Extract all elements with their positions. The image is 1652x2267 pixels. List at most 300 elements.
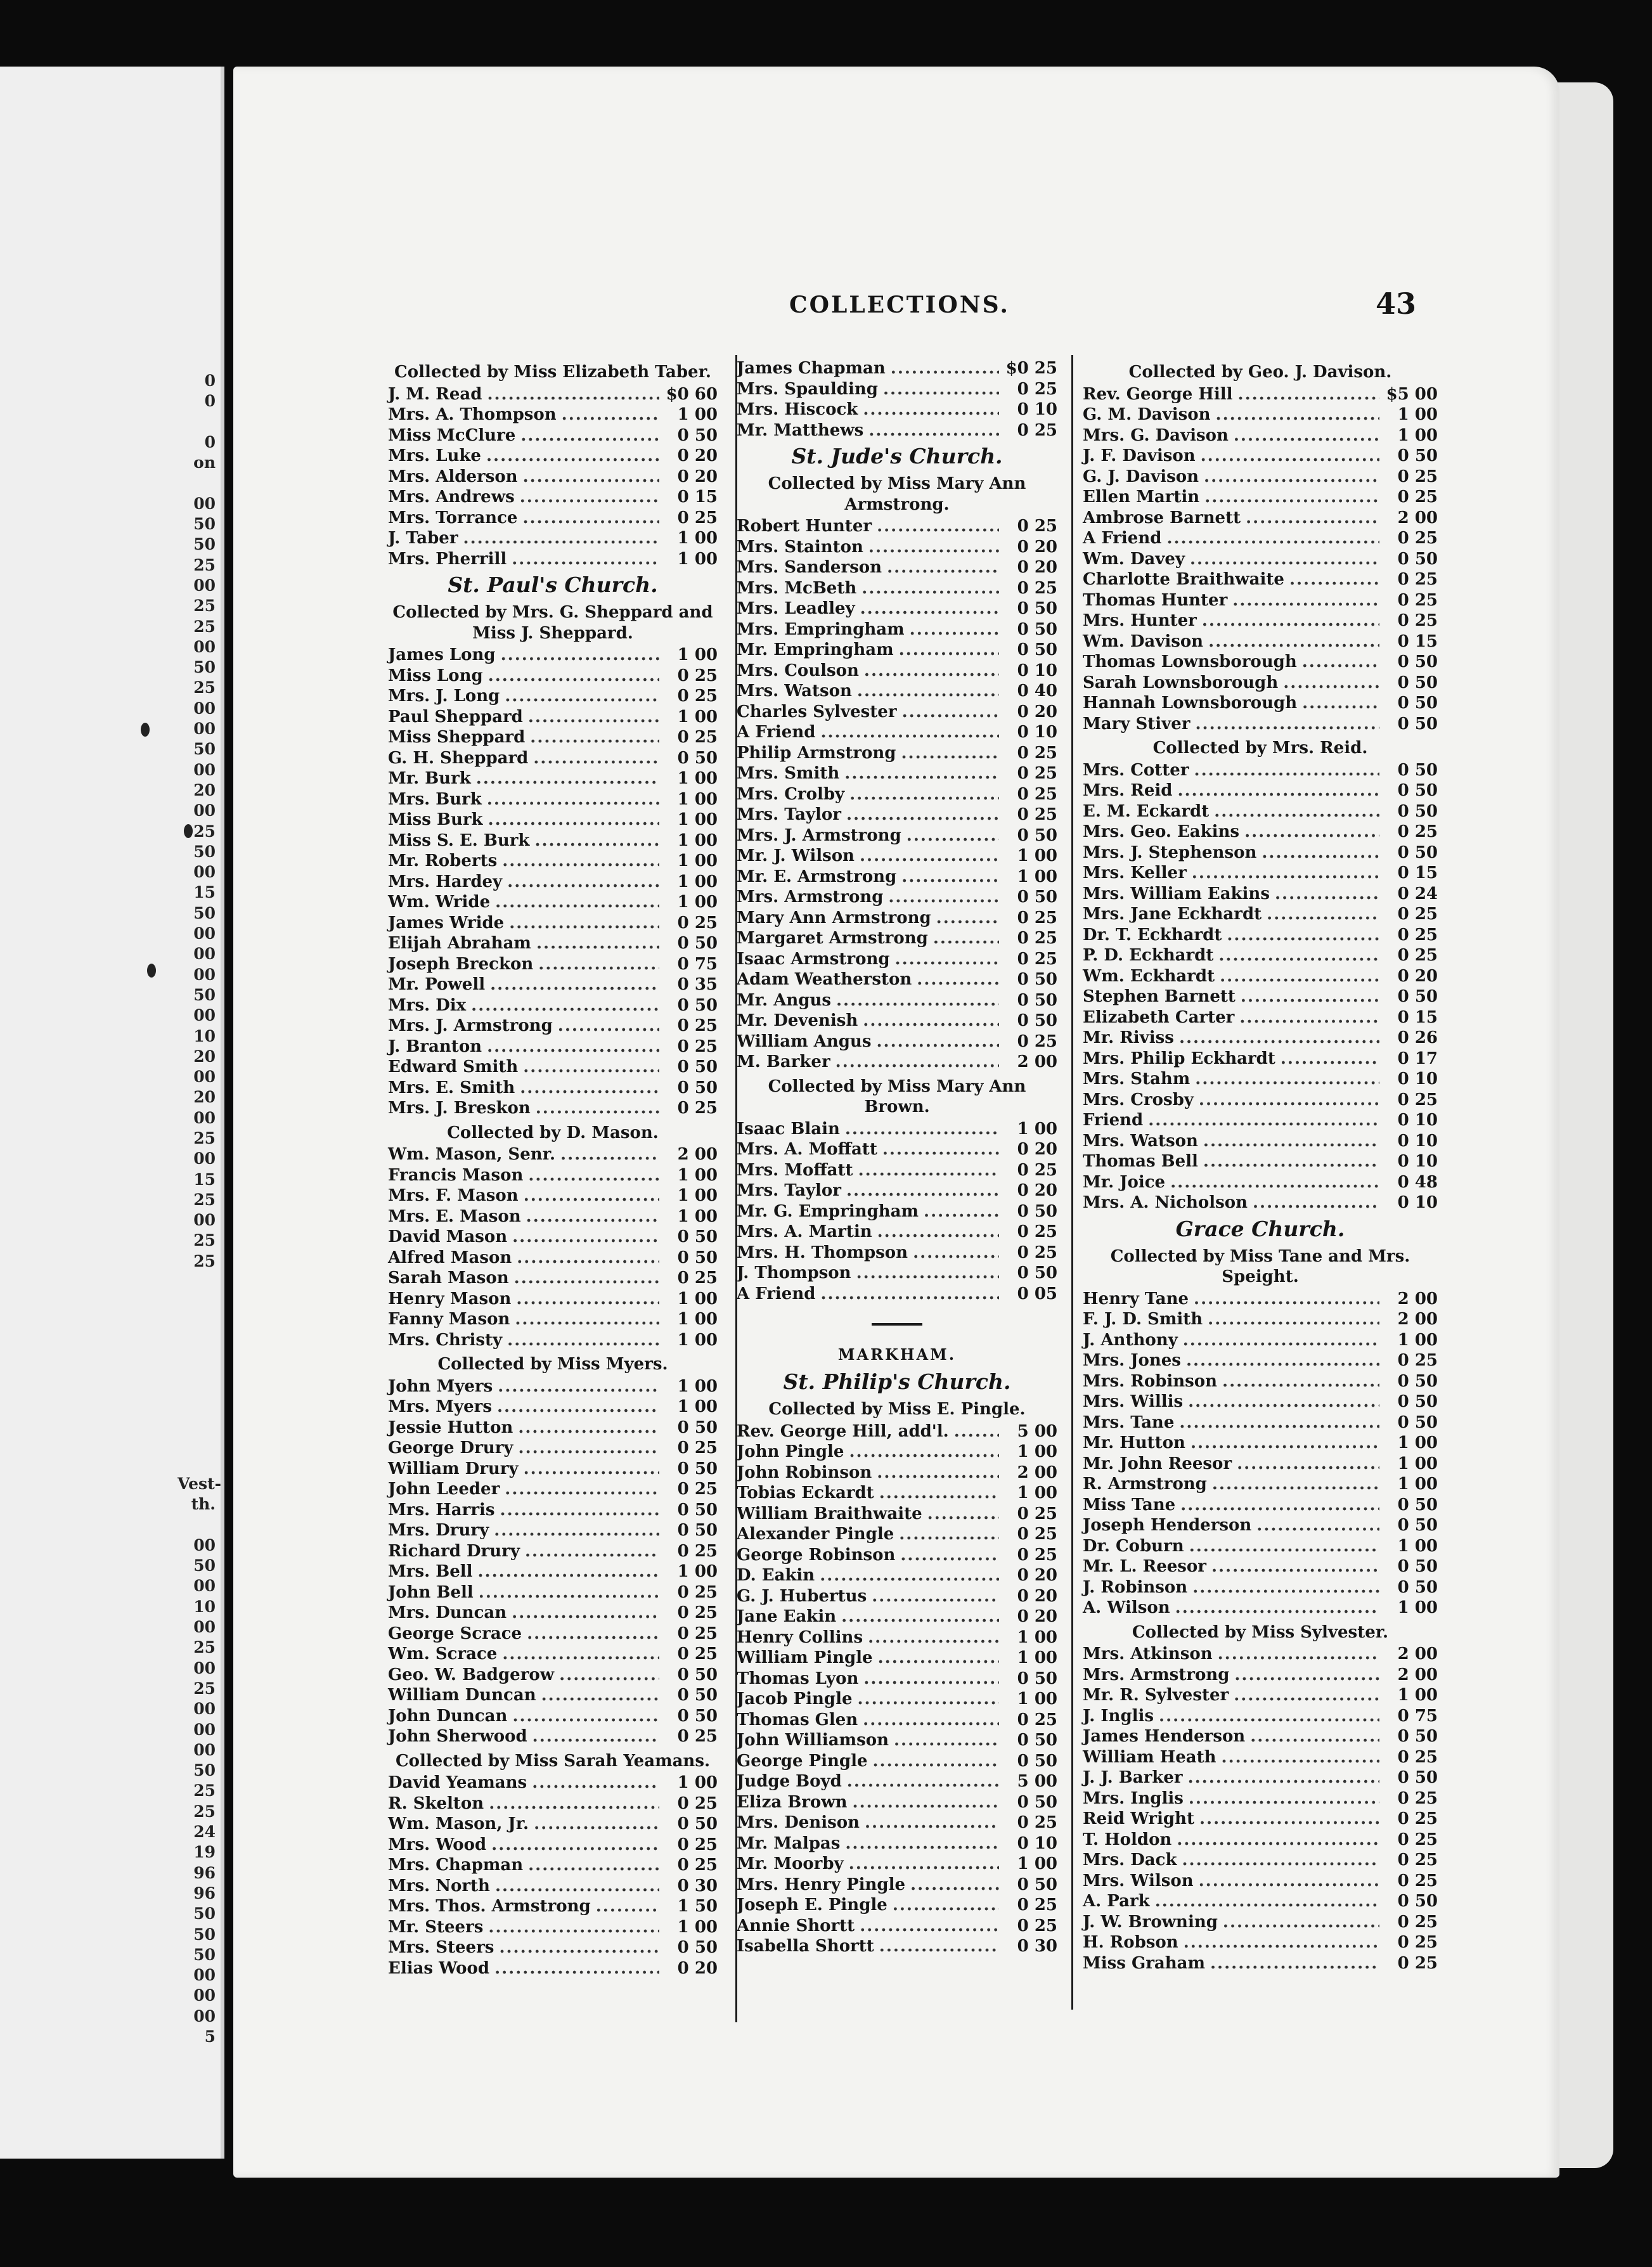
- contributor-row: [1083, 1685, 1438, 1706]
- contributor-row: [388, 1773, 718, 1793]
- contributor-row: [388, 1706, 718, 1727]
- contribution-amount: 0 50: [1397, 446, 1438, 465]
- contributor-name: Mrs. Keller: [1083, 863, 1187, 882]
- dot-leader: [559, 1665, 659, 1686]
- contribution-amount: 0 40: [1017, 681, 1057, 701]
- contributor-name: Thomas Lownsborough: [1083, 652, 1297, 671]
- dot-leader: [894, 1730, 999, 1751]
- dot-leader: [860, 598, 999, 619]
- dot-leader: [1148, 1110, 1379, 1131]
- contributor-row: [1083, 714, 1438, 735]
- contributor-row: [737, 825, 1057, 846]
- contributor-row: [1083, 1644, 1438, 1665]
- contributor-row: [388, 789, 718, 810]
- dot-leader: [1302, 693, 1379, 714]
- contributor-row: [737, 1524, 1057, 1545]
- contributor-row: [388, 1835, 718, 1856]
- dot-leader: [538, 954, 659, 975]
- dot-leader: [463, 528, 659, 549]
- contributor-name: F. J. D. Smith: [1083, 1310, 1203, 1329]
- contributor-name: Mrs. Burk: [388, 789, 482, 809]
- running-head: COLLECTIONS.: [789, 292, 1010, 318]
- contributor-name: J. F. Davison: [1083, 446, 1196, 465]
- dot-leader: [541, 1685, 659, 1706]
- contributor-row: [388, 1814, 718, 1835]
- contributor-name: Mrs. Philip Eckhardt: [1083, 1049, 1275, 1068]
- contributor-row: [737, 1771, 1057, 1792]
- contributor-name: Hannah Lownsborough: [1083, 694, 1298, 713]
- contributor-row: [388, 810, 718, 830]
- dot-leader: [841, 1606, 999, 1627]
- contribution-amount: 0 50: [1397, 1412, 1438, 1432]
- contributor-name: Mrs. Henry Pingle: [737, 1875, 906, 1894]
- contributor-row: [737, 887, 1057, 908]
- dot-leader: [882, 1139, 999, 1160]
- contributor-name: G. M. Davison: [1083, 405, 1211, 424]
- contributor-name: James Long: [388, 645, 496, 664]
- contributor-name: Joseph E. Pingle: [737, 1896, 887, 1915]
- dot-leader: [910, 1875, 999, 1896]
- contributor-row: [388, 1624, 718, 1644]
- contributor-row: [737, 1031, 1057, 1052]
- dot-leader: [844, 763, 999, 784]
- dot-leader: [1203, 1131, 1379, 1152]
- contributor-row: [388, 913, 718, 934]
- contributor-row: [1083, 425, 1438, 446]
- contributor-name: M. Barker: [737, 1052, 830, 1071]
- dot-leader: [502, 1644, 659, 1665]
- contribution-amount: 0 25: [677, 1856, 718, 1875]
- contributor-name: Ellen Martin: [1083, 488, 1200, 507]
- contributor-name: Mrs. A. Martin: [737, 1222, 872, 1241]
- contribution-amount: 0 25: [1397, 925, 1438, 945]
- contribution-amount: 0 50: [677, 1706, 718, 1726]
- contribution-amount: 0 50: [1397, 1392, 1438, 1411]
- contribution-amount: 0 25: [1017, 420, 1057, 440]
- contributor-name: Stephen Barnett: [1083, 987, 1236, 1006]
- contributor-row: [1083, 1706, 1438, 1727]
- contribution-amount: 1 00: [1017, 1648, 1057, 1667]
- dot-leader: [936, 908, 999, 929]
- contribution-amount: 1 00: [1397, 1536, 1438, 1556]
- contributor-row: [1083, 986, 1438, 1007]
- contributor-row: [737, 1916, 1057, 1937]
- contribution-amount: 0 50: [1397, 781, 1438, 800]
- dot-leader: [523, 467, 659, 488]
- contributor-row: [388, 1603, 718, 1624]
- column-rule: [1071, 355, 1073, 2010]
- contribution-amount: 0 25: [1017, 1545, 1057, 1565]
- contributor-name: Rev. George Hill: [1083, 384, 1233, 404]
- contributor-name: Mr. John Reesor: [1083, 1454, 1232, 1473]
- dot-leader: [888, 887, 999, 908]
- contributor-row: [1083, 1309, 1438, 1330]
- contributor-name: Mrs. J. Armstrong: [388, 1016, 553, 1035]
- contribution-amount: 0 15: [1397, 1007, 1438, 1027]
- contributor-row: [737, 908, 1057, 929]
- ink-blot: [184, 824, 193, 838]
- contributor-name: Mrs. J. Stephenson: [1083, 843, 1257, 862]
- contributor-name: George Scrace: [388, 1624, 522, 1643]
- contributor-name: Mrs. Christy: [388, 1330, 503, 1350]
- contributor-name: H. Robson: [1083, 1933, 1178, 1952]
- contributor-name: Mrs. Jones: [1083, 1351, 1181, 1370]
- contributor-name: Mr. Hutton: [1083, 1433, 1185, 1452]
- contributor-row: [737, 578, 1057, 599]
- contribution-amount: 0 50: [677, 1500, 718, 1520]
- contribution-amount: 1 00: [677, 1289, 718, 1308]
- dot-leader: [1189, 1788, 1379, 1809]
- dot-leader: [1204, 487, 1379, 508]
- contributor-name: John Leeder: [388, 1480, 500, 1499]
- church-heading: St. Philip's Church.: [783, 1369, 1011, 1394]
- contribution-amount: 0 25: [677, 508, 718, 527]
- dot-leader: [512, 1227, 659, 1248]
- contributor-row: [1083, 1350, 1438, 1371]
- contributor-row: [1083, 1151, 1438, 1172]
- contributor-row: [388, 1376, 718, 1397]
- dot-leader: [820, 722, 999, 743]
- contribution-amount: 0 25: [1017, 805, 1057, 824]
- contributor-row: [388, 1206, 718, 1227]
- contributor-name: Mr. Angus: [737, 990, 831, 1010]
- contributor-name: Elias Wood: [388, 1958, 490, 1978]
- dot-leader: [1179, 1412, 1379, 1433]
- contribution-amount: 0 50: [677, 748, 718, 768]
- dot-leader: [536, 933, 659, 954]
- contributor-row: [737, 804, 1057, 825]
- dot-leader: [1216, 404, 1379, 425]
- contributor-name: Mrs. William Eakins: [1083, 884, 1270, 903]
- dot-leader: [836, 990, 999, 1011]
- contributor-row: [1083, 549, 1438, 570]
- contributor-row: [388, 549, 718, 570]
- contributor-name: John Sherwood: [388, 1727, 527, 1746]
- contributor-row: [737, 1139, 1057, 1160]
- contributor-row: [1083, 467, 1438, 488]
- contribution-amount: 1 00: [677, 1562, 718, 1581]
- contributor-name: Charlotte Braithwaite: [1083, 570, 1284, 589]
- contributor-row: [737, 1833, 1057, 1854]
- contributor-name: George Drury: [388, 1438, 513, 1457]
- dot-leader: [497, 1397, 659, 1418]
- contribution-amount: 1 00: [1397, 1686, 1438, 1705]
- column-3: [1083, 358, 1438, 1973]
- contributor-name: Joseph Breckon: [388, 954, 534, 974]
- contributor-name: Francis Mason: [388, 1165, 524, 1185]
- dot-leader: [528, 1855, 659, 1876]
- contributor-name: Mrs. F. Mason: [388, 1186, 519, 1205]
- contribution-amount: 0 50: [1017, 990, 1057, 1010]
- contribution-amount: 1 00: [1017, 1689, 1057, 1708]
- contribution-amount: 0 10: [1397, 1131, 1438, 1151]
- contributor-name: Mr. E. Armstrong: [737, 867, 897, 886]
- contributor-row: [737, 1751, 1057, 1772]
- dot-leader: [849, 784, 999, 805]
- contribution-amount: 0 25: [1397, 1953, 1438, 1973]
- dot-leader: [1180, 1495, 1379, 1516]
- dot-leader: [560, 1144, 659, 1165]
- contributor-row: [388, 404, 718, 425]
- contributor-name: Mrs. Crolby: [737, 784, 845, 804]
- contributor-name: Mrs. Inglis: [1083, 1788, 1184, 1808]
- dot-leader: [509, 913, 659, 934]
- dot-leader: [1183, 1330, 1379, 1351]
- contribution-amount: 0 25: [1397, 1912, 1438, 1932]
- contributor-row: [737, 1011, 1057, 1031]
- contribution-amount: 0 25: [677, 1269, 718, 1288]
- dot-leader: [1211, 1556, 1379, 1577]
- contributor-name: Mrs. Luke: [388, 446, 481, 465]
- dot-leader: [1191, 1433, 1379, 1454]
- facing-page-figures: 0 0 0 on 00 50 50 25 00 25 25 00 50 25 00 00 50 00 20 00 25 50 00 15 50 00 00 00 50 00 10 20 00 20 00 25 00 15 25 00 25 25: [193, 371, 216, 1270]
- dot-leader: [524, 1459, 659, 1480]
- contribution-amount: 1 00: [677, 830, 718, 850]
- contributor-name: Fanny Mason: [388, 1310, 510, 1329]
- contributor-name: Mrs. Wilson: [1083, 1871, 1194, 1890]
- contribution-amount: 0 50: [677, 1459, 718, 1478]
- contribution-amount: 0 25: [1397, 1850, 1438, 1870]
- contributor-row: [737, 516, 1057, 537]
- dot-leader: [1208, 1309, 1379, 1330]
- place-heading: MARKHAM.: [837, 1345, 957, 1364]
- contribution-amount: 0 50: [677, 934, 718, 953]
- contributor-row: [1083, 631, 1438, 652]
- contributor-row: [1083, 1192, 1438, 1213]
- contributor-row: [1083, 863, 1438, 884]
- dot-leader: [489, 1793, 659, 1814]
- contributor-name: Mary Ann Armstrong: [737, 908, 931, 927]
- dot-leader: [534, 830, 659, 851]
- contributor-name: Mrs. Atkinson: [1083, 1644, 1213, 1663]
- dot-leader: [954, 1421, 999, 1442]
- contributor-row: [388, 892, 718, 913]
- contribution-amount: 0 20: [1397, 966, 1438, 986]
- contributor-row: [1083, 1515, 1438, 1536]
- contribution-amount: 0 50: [1017, 599, 1057, 618]
- contributor-name: Mrs. Drury: [388, 1521, 489, 1540]
- contribution-amount: 0 25: [677, 1099, 718, 1118]
- contributor-name: Mrs. H. Thompson: [737, 1243, 908, 1262]
- collector-heading: Collected by Miss Mary Ann Armstrong.: [768, 474, 1026, 514]
- contributor-name: E. M. Eckardt: [1083, 801, 1210, 821]
- contributor-name: Mrs. Chapman: [388, 1856, 524, 1875]
- contributor-row: [388, 1016, 718, 1037]
- contributor-name: Mary Stiver: [1083, 714, 1191, 733]
- contributor-name: Adam Weatherston: [737, 970, 912, 989]
- dot-leader: [901, 867, 999, 888]
- contributor-row: [388, 1144, 718, 1165]
- contributor-row: [737, 949, 1057, 970]
- contributor-name: Mrs. Jane Eckhardt: [1083, 905, 1262, 924]
- contributor-row: [737, 1606, 1057, 1627]
- contributor-row: [737, 1119, 1057, 1140]
- contributor-row: [737, 1180, 1057, 1201]
- dot-leader: [491, 1835, 659, 1856]
- contributor-row: [1083, 508, 1438, 529]
- dot-leader: [878, 1648, 999, 1669]
- contributor-row: [1083, 1747, 1438, 1768]
- contributor-row: [388, 1937, 718, 1958]
- dot-leader: [924, 1201, 999, 1222]
- contribution-amount: 0 25: [677, 1582, 718, 1602]
- contributor-name: J. M. Read: [388, 384, 482, 404]
- contributor-row: [388, 995, 718, 1016]
- contribution-amount: 0 50: [1397, 1495, 1438, 1515]
- contributor-name: A. Wilson: [1083, 1598, 1170, 1617]
- contributor-name: Mrs. Myers: [388, 1397, 492, 1416]
- contribution-amount: 0 50: [1397, 801, 1438, 821]
- contributor-name: Sarah Mason: [388, 1269, 509, 1288]
- contributor-row: [1083, 1090, 1438, 1111]
- contributor-name: William Drury: [388, 1459, 519, 1478]
- contributor-row: [1083, 1850, 1438, 1871]
- contributor-name: Paul Sheppard: [388, 707, 523, 727]
- dot-leader: [524, 1185, 659, 1206]
- contributor-name: Mr. Malpas: [737, 1833, 841, 1853]
- contribution-amount: 0 25: [1397, 1351, 1438, 1370]
- contribution-amount: 0 50: [677, 1938, 718, 1957]
- contributor-row: [388, 1793, 718, 1814]
- contributor-name: Mrs. Dix: [388, 995, 467, 1015]
- dot-leader: [518, 1418, 659, 1438]
- contributor-row: [388, 1078, 718, 1099]
- contribution-amount: 0 50: [677, 1057, 718, 1076]
- contributor-row: [737, 557, 1057, 578]
- ink-blot: [147, 964, 156, 978]
- contribution-amount: 0 25: [677, 687, 718, 706]
- contributor-row: [1083, 1726, 1438, 1747]
- contributor-name: R. Skelton: [388, 1793, 484, 1813]
- contribution-amount: 0 25: [677, 1727, 718, 1746]
- contribution-amount: 0 25: [1397, 611, 1438, 630]
- dot-leader: [525, 1541, 659, 1562]
- dot-leader: [1223, 1912, 1379, 1933]
- contributor-row: [737, 1710, 1057, 1731]
- contributor-name: Mr. Moorby: [737, 1854, 844, 1873]
- contribution-amount: 0 50: [677, 995, 718, 1015]
- contribution-amount: 0 50: [1397, 843, 1438, 862]
- collector-heading: Collected by Miss E. Pingle.: [768, 1400, 1026, 1419]
- dot-leader: [1218, 945, 1379, 966]
- dot-leader: [856, 1263, 999, 1284]
- dot-leader: [1170, 1172, 1379, 1193]
- dot-leader: [1184, 1932, 1379, 1953]
- dot-leader: [530, 727, 659, 748]
- dot-leader: [596, 1896, 659, 1917]
- dot-leader: [526, 1206, 659, 1227]
- contributor-row: [737, 1243, 1057, 1263]
- contributor-name: Alfred Mason: [388, 1248, 512, 1267]
- dot-leader: [1281, 1049, 1379, 1069]
- contributor-name: Mrs. Watson: [1083, 1131, 1198, 1151]
- contributor-name: Mrs. Hardey: [388, 872, 503, 891]
- contributor-name: Mrs. Leadley: [737, 599, 855, 618]
- contributor-name: Mrs. Armstrong: [1083, 1665, 1230, 1684]
- contribution-amount: 0 25: [677, 666, 718, 685]
- contribution-amount: 0 15: [1397, 863, 1438, 882]
- contributor-row: [388, 384, 718, 405]
- contributor-row: [737, 1263, 1057, 1284]
- contribution-amount: 0 25: [1397, 1747, 1438, 1767]
- contribution-amount: 0 50: [1397, 694, 1438, 713]
- dot-leader: [1204, 467, 1379, 488]
- contributor-name: Mr. Devenish: [737, 1011, 858, 1030]
- dot-leader: [536, 1098, 659, 1119]
- dot-leader: [917, 969, 999, 990]
- contributor-name: Mr. Burk: [388, 769, 471, 788]
- collector-heading: Collected by D. Mason.: [447, 1123, 659, 1142]
- contribution-amount: 0 50: [677, 1686, 718, 1705]
- dot-leader: [514, 1268, 659, 1289]
- dot-leader: [1218, 1644, 1379, 1665]
- contributor-name: William Heath: [1083, 1747, 1216, 1767]
- contribution-amount: 0 25: [677, 913, 718, 933]
- ink-blot: [141, 723, 150, 737]
- contribution-amount: 0 20: [1017, 1586, 1057, 1606]
- contributor-row: [1083, 1172, 1438, 1193]
- contributor-name: J. Taber: [388, 529, 458, 548]
- contribution-amount: 0 50: [677, 1227, 718, 1246]
- dot-leader: [488, 666, 659, 687]
- dot-leader: [520, 425, 659, 446]
- contribution-amount: 0 10: [1397, 1111, 1438, 1130]
- contributor-row: [737, 1895, 1057, 1916]
- contribution-amount: 1 00: [677, 529, 718, 548]
- contributor-name: Philip Armstrong: [737, 743, 896, 763]
- contributor-row: [1083, 925, 1438, 946]
- contribution-amount: 0 05: [1017, 1284, 1057, 1303]
- contribution-amount: 0 25: [677, 1793, 718, 1813]
- dot-leader: [487, 789, 659, 810]
- contribution-amount: 0 25: [1017, 1031, 1057, 1051]
- contributor-name: Mrs. Pherrill: [388, 549, 507, 569]
- contributor-name: Mr. Powell: [388, 975, 486, 994]
- contribution-amount: 1 00: [1017, 846, 1057, 865]
- contributor-name: Mr. L. Reesor: [1083, 1557, 1206, 1576]
- contribution-amount: 0 25: [1397, 1809, 1438, 1828]
- contributor-name: Mr. J. Wilson: [737, 846, 855, 865]
- contributor-name: Wm. Mason, Senr.: [388, 1145, 556, 1164]
- contribution-amount: 0 10: [1397, 1193, 1438, 1212]
- contributor-row: [1083, 801, 1438, 822]
- dot-leader: [523, 1057, 659, 1078]
- dot-leader: [860, 846, 999, 867]
- contribution-amount: 0 50: [1397, 652, 1438, 671]
- contribution-amount: 0 25: [1397, 905, 1438, 924]
- contributor-row: [388, 645, 718, 666]
- contribution-amount: 0 50: [1017, 1201, 1057, 1221]
- dot-leader: [476, 768, 659, 789]
- contributor-name: Mrs. Bell: [388, 1562, 473, 1581]
- contributor-row: [388, 528, 718, 549]
- contributor-row: [388, 1917, 718, 1938]
- contributor-name: Henry Tane: [1083, 1289, 1189, 1308]
- contributor-row: [388, 1438, 718, 1459]
- dot-leader: [901, 743, 999, 764]
- contribution-amount: 0 50: [1397, 760, 1438, 780]
- contributor-row: [1083, 446, 1438, 467]
- dot-leader: [845, 1119, 999, 1140]
- column-2: [737, 358, 1057, 1957]
- contributor-row: [388, 748, 718, 769]
- contribution-amount: 1 00: [677, 789, 718, 809]
- contributor-name: Henry Mason: [388, 1289, 512, 1308]
- contribution-amount: 0 25: [1017, 949, 1057, 969]
- contributor-row: [1083, 1495, 1438, 1516]
- contribution-amount: 0 15: [677, 488, 718, 507]
- contribution-amount: 0 25: [1397, 467, 1438, 486]
